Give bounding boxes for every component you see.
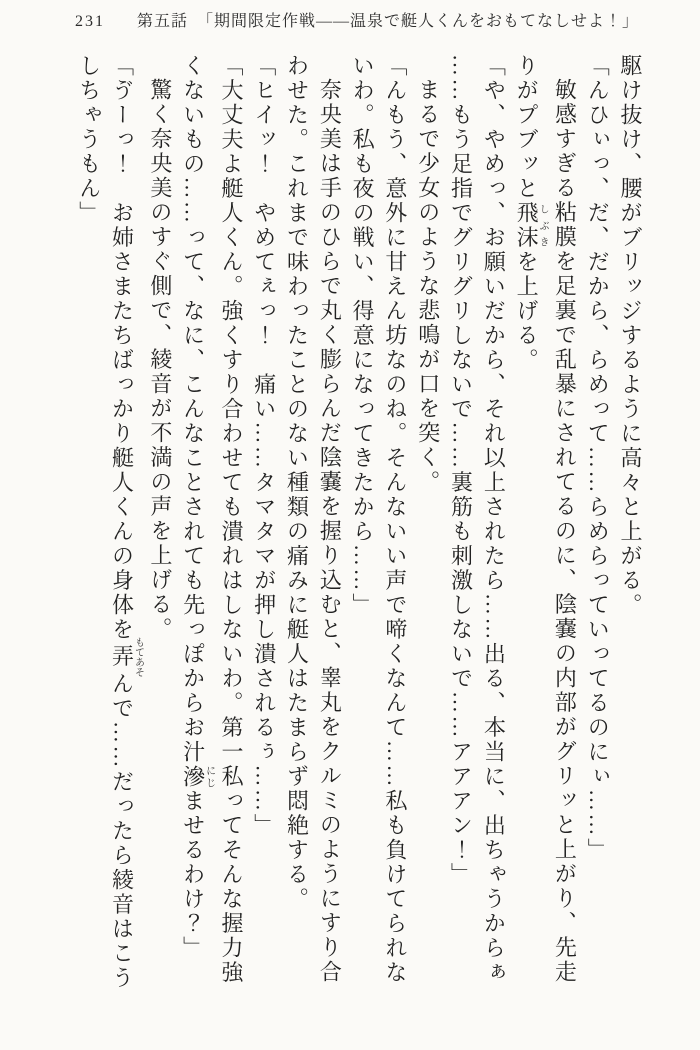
running-head (75, 8, 639, 31)
ruby-annotated-word: 弄もてあそ (109, 637, 144, 677)
text-column: まるで少女のような悲鳴が口を突く。 (415, 78, 441, 495)
text-column: 「ゔーっ！ お姉さまたちばっかり艇人くんの身体を弄もてあそんで……だったら綾音はこう (109, 54, 144, 991)
text-column: 「んもう、意外に甘えん坊なのね。そんないい声で啼くなんて……私も負けてられな (382, 54, 408, 985)
text-column: 駆け抜け、腰がブリッジするように高々と上がる。 (618, 54, 643, 618)
page-number: 231 (75, 13, 105, 30)
text-column: わせた。これまで味わったことのない種類の痛みに艇人はたまらず悶絶する。 (284, 54, 310, 912)
text-column: しちゃうもん」 (76, 54, 102, 226)
text-column: 「んひぃっ、だ、だから、らめって……らめらっていってるのにぃ……」 (585, 54, 611, 863)
text-column: いわ。私も夜の戦い、得意になってきたから……」 (350, 54, 376, 618)
text-column: 「大丈夫よ艇人くん。強くすり合わせても潰れはしないわ。第一私ってそんな握力強 (218, 54, 244, 985)
text-column: 「や、やめっ、お願いだから、それ以上されたら……出る、本当に、出ちゃうからぁ (481, 54, 507, 985)
chapter-title: 第五話 「期間限定作戦――温泉で艇人くんをおもてなしせよ！」 (137, 13, 640, 30)
text-column: 驚く奈央美のすぐ側で、綾音が不満の声を上げる。 (147, 78, 173, 642)
text-column: りがプブッと飛沫しぶきを上げる。 (514, 54, 549, 373)
ruby-annotated-word: 滲にじ (180, 764, 215, 789)
body-columns (72, 54, 646, 1016)
ruby-annotated-word: 飛沫しぶき (514, 201, 549, 250)
text-column: 敏感すぎる粘膜を足裏で乱暴にされてるのに、陰嚢の内部がグリッと上がり、先走 (552, 78, 578, 985)
text-column: くないもの……って、なに、こんなことされても先っぽからお汁滲にじませるわけ？」 (180, 54, 215, 961)
text-column: 奈央美は手のひらで丸く膨らんだ陰嚢を握り込むと、睾丸をクルミのようにすり合 (317, 78, 343, 985)
text-column: ……もう足指でグリグリしないで……裏筋も刺激しないで……アアアン！」 (448, 54, 474, 887)
text-column: 「ヒイッ！ やめてぇっ！ 痛い……タマタマが押し潰されるぅ……」 (251, 54, 277, 838)
